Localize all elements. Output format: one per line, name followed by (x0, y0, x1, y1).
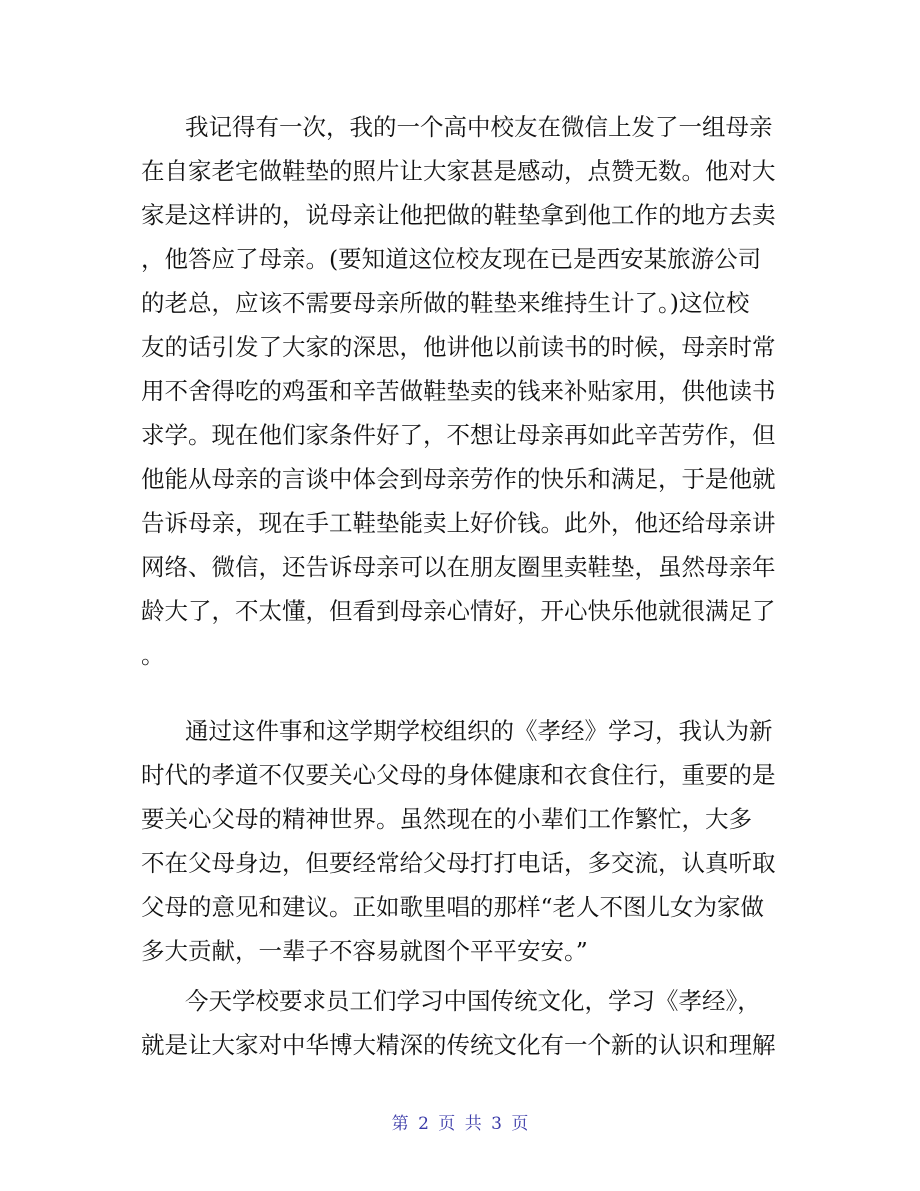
text-line: 龄大了，不太懂，但看到母亲心情好，开心快乐他就很满足了 (141, 597, 776, 625)
text-line: 通过这件事和这学期学校组织的《孝经》学习，我认为新 (185, 717, 773, 745)
footer-prefix: 第 (391, 1114, 409, 1134)
text-line: 家是这样讲的，说母亲让他把做的鞋垫拿到他工作的地方去卖 (141, 201, 776, 229)
text-line: 在自家老宅做鞋垫的照片让大家甚是感动，点赞无数。他对大 (141, 157, 776, 185)
footer-current-page: 2 (418, 1114, 429, 1134)
text-line: 多大贡献，一辈子不容易就图个平平安安。” (141, 937, 588, 965)
text-line: 告诉母亲，现在手工鞋垫能卖上好价钱。此外，他还给母亲讲 (141, 509, 776, 537)
text-line: 。 (141, 641, 165, 669)
text-line: 网络、微信，还告诉母亲可以在朋友圈里卖鞋垫，虽然母亲年 (141, 553, 776, 581)
page-number-footer (0, 1112, 920, 1136)
footer-page-word: 页 (438, 1114, 456, 1134)
text-line: 他能从母亲的言谈中体会到母亲劳作的快乐和满足，于是他就 (141, 465, 776, 493)
text-line: 求学。现在他们家条件好了，不想让母亲再如此辛苦劳作，但 (141, 421, 776, 449)
text-line: 父母的意见和建议。正如歌里唱的那样“老人不图儿女为家做 (141, 893, 765, 921)
footer-suffix: 页 (511, 1114, 529, 1134)
text-line: ，他答应了母亲。(要知道这位校友现在已是西安某旅游公司 (141, 245, 762, 273)
text-line: 就是让大家对中华博大精深的传统文化有一个新的认识和理解 (141, 1031, 776, 1059)
text-line: 今天学校要求员工们学习中国传统文化，学习《孝经》， (185, 987, 761, 1015)
text-line: 不在父母身边，但要经常给父母打打电话，多交流，认真听取 (141, 849, 776, 877)
text-line: 友的话引发了大家的深思，他讲他以前读书的时候，母亲时常 (141, 333, 776, 361)
footer-total-word: 共 (464, 1114, 482, 1134)
footer-total-pages: 3 (491, 1114, 502, 1134)
text-line: 的老总，应该不需要母亲所做的鞋垫来维持生计了。)这位校 (141, 289, 750, 317)
text-line: 用不舍得吃的鸡蛋和辛苦做鞋垫卖的钱来补贴家用，供他读书 (141, 377, 776, 405)
text-line: 我记得有一次，我的一个高中校友在微信上发了一组母亲 (185, 113, 773, 141)
text-line: 时代的孝道不仅要关心父母的身体健康和衣食住行，重要的是 (141, 761, 776, 789)
text-line: 要关心父母的精神世界。虽然现在的小辈们工作繁忙，大多 (141, 805, 752, 833)
